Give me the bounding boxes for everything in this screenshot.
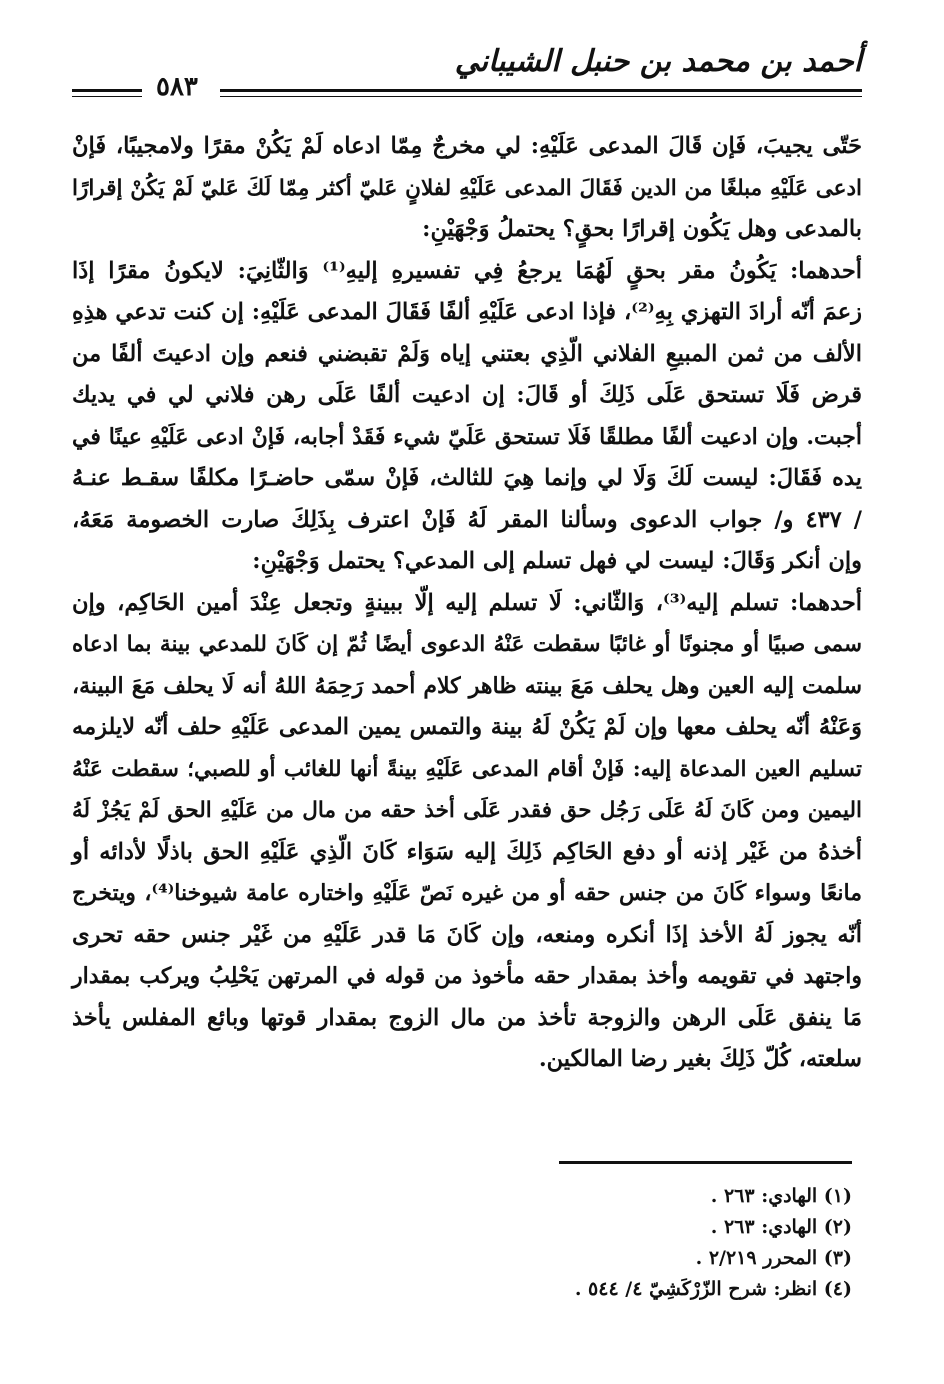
text-line: / ٤٣٧ و/ جواب الدعوى وسألنا المقر لَهُ فَإنْ اعترف بِذَلِكَ صارت الخصومة مَعَهُ،: [72, 506, 862, 533]
page-number: ٥٨٣: [156, 72, 198, 102]
text-line: تسليم العين المدعاة إليه: فَإنْ أقام المدعى عَلَيْهِ بينةً أنها للغائب أو للصبي؛ سقطت عَنْهُ: [72, 756, 862, 782]
header-rule-left: [72, 89, 142, 97]
text-line: بالمدعى وهل يَكُون إقرارًا بحقٍ؟ يحتملُ وَجْهَيْنِ:: [422, 216, 862, 242]
text-line: يده فَقَالَ: ليست لَكَ وَلَا لي وإنما هِيَ للثالث، فَإنْ سمّى حاضـرًا مكلفًا سقـط عنـهُ: [72, 465, 862, 491]
text-line: أنّه يجوز لَهُ الأخذ إذَا أنكره ومنعه، وإن كَانَ مَا قدر عَلَيْهِ من غَيْر جنس حقه تحرى: [72, 921, 862, 948]
text-line: وَعَنْهُ أنّه يحلف معها وإن لَمْ يَكُنْ لَهُ بينة والتمس يمين المدعى عَلَيْهِ حلف أنّه لايلزمه: [72, 714, 862, 740]
footnote: (٢) الهادي: ٢٦٣ .: [710, 1216, 852, 1238]
running-head: [72, 44, 862, 104]
text-line: ادعى عَلَيْهِ مبلغًا من الدين فَقَالَ المدعى عَلَيْهِ لفلانٍ عَليّ أكثر مِمّا لَكَ عَليّ لَمْ يَكُنْ إقرارًا: [72, 175, 862, 201]
main-text: [72, 126, 862, 1081]
footnote: (٣) المحرر ٢/٢١٩ .: [695, 1247, 852, 1269]
text-line: أحدهما: تسلم إليه⁽³⁾، وَالثّاني: لَا تسلم إليه إلّا ببينةٍ وتجعل عِنْدَ أمين الحَاكِم، وإن: [72, 589, 863, 616]
text-line: اليمين ومن كَانَ لَهُ عَلَى رَجُل حق فقدر عَلَى أخذ حقه من مال من عَلَيْهِ الحق لَمْ يَجُزْ لَهُ: [72, 798, 862, 823]
running-head-title: أحمد بن محمد بن حنبل الشيباني: [454, 44, 862, 79]
text-line: سلعته، كُلّ ذَلِكَ بغير رضا المالكين.: [538, 1046, 862, 1072]
text-line: الألف من ثمن المبيعِ الفلاني الّذِي بعتني إياه وَلَمْ تقبضني فنعم وإن ادعيتَ ألفًا من: [72, 340, 862, 367]
text-line: أحدهما: يَكُونُ مقر بحقٍ لَهُمَا يرجعُ فِي تفسيرهِ إليهِ⁽¹⁾ وَالثّانِيَ: لايكونُ مقرًا إذَا: [72, 257, 862, 284]
text-line: زعمَ أنّه أرادَ التهزي بِهِ⁽²⁾، فإذا ادعى عَلَيْهِ ألفًا فَقَالَ المدعى عَلَيْهِ: إن كنت تدعي هذِهِ: [72, 299, 863, 325]
text-line: أخذهُ من غَيْر إذنه أو دفع الحَاكِم ذَلِكَ إليه سَوَاء كَانَ الّذِي عَلَيْهِ الحق باذلًا لأدائه أو: [72, 838, 862, 865]
footnote: (١) الهادي: ٢٦٣ .: [710, 1185, 852, 1207]
header-rule: [220, 89, 862, 97]
text-line: حَتّى يجيبَ، فَإن قَالَ المدعى عَلَيْهِ: لي مخرجٌ مِمّا ادعاه لَمْ يَكُنْ مقرًا ولامجيبًا، فَإنْ: [72, 133, 862, 159]
text-line: أجبت. وإن ادعيت ألفًا مطلقًا فَلَا تستحق عَلَيّ شيء فَقَدْ أجابه، فَإنْ ادعى عَلَيْهِ عينًا في: [72, 423, 862, 450]
footnote: (٤) انظر: شرح الزّرْكَشِيّ ٤/ ٥٤٤ .: [574, 1278, 852, 1300]
text-line: واجتهد في تقويمه وأخذ بمقدار حقه مأخوذ من قوله في المرتهن يَحْلِبُ ويركب بمقدار: [72, 963, 862, 989]
text-line: سمى صبيًا أو مجنونًا أو غائبًا سقطت عَنْهُ الدعوى أيضًا ثُمّ إن كَانَ للمدعي بينة بما ادعاه: [72, 632, 862, 657]
text-line: سلمت إليه العين وهل يحلف مَعَ بينته ظاهر كلام أحمد رَحِمَهُ اللهُ أنه لَا يحلف مَعَ البينة،: [72, 672, 862, 699]
footnote-separator: [559, 1161, 852, 1164]
text-line: مانعًا وسواء كَانَ من جنس حقه أو من غيره نَصّ عَلَيْهِ واختاره عامة شيوخنا⁽⁴⁾، ويتخرج: [72, 880, 862, 906]
text-line: وإن أنكر وَقَالَ: ليست لي فهل تسلم إلى المدعي؟ يحتمل وَجْهَيْنِ:: [252, 548, 862, 574]
text-line: مَا ينفق عَلَى الرهن والزوجة تأخذ من مال الزوج بمقدار قوتها وبائع المفلس يأخذ: [72, 1004, 862, 1031]
text-line: قرض فَلَا تستحق عَلَى ذَلِكَ أو قَالَ: إن ادعيت ألفًا عَلَى رهن فلاني لي في يديك: [72, 382, 862, 408]
footnotes: [352, 1181, 852, 1305]
